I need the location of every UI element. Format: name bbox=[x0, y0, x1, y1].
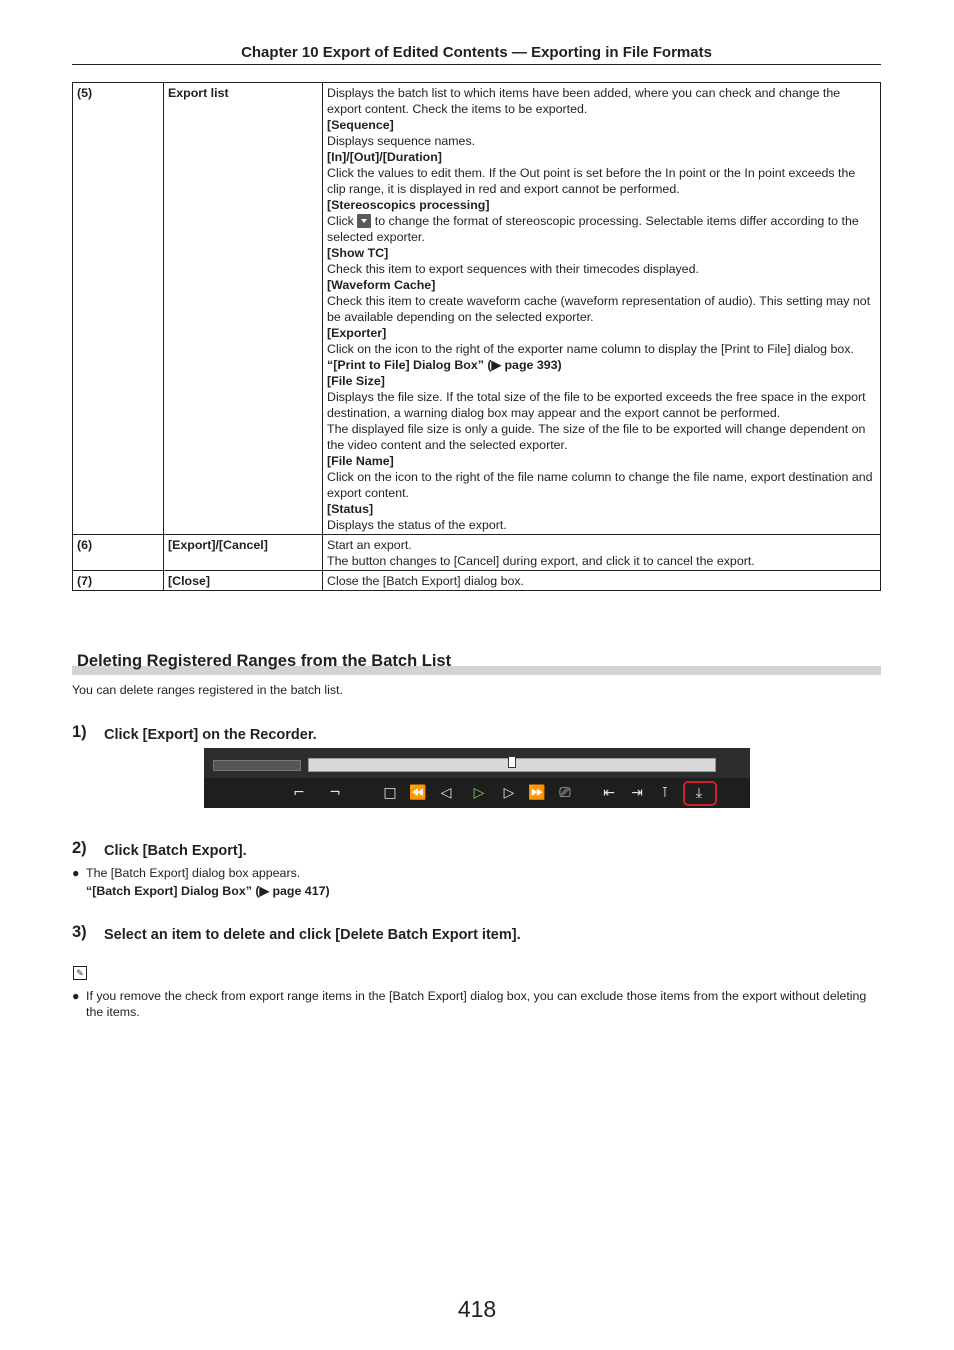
subheading-status: [Status] bbox=[327, 502, 374, 516]
row-description bbox=[323, 83, 881, 535]
subheading-sequence: [Sequence] bbox=[327, 118, 394, 132]
export-button-highlight bbox=[683, 781, 717, 806]
description-text: Click on the icon to the right of the file name column to change the file name, export destination and export content. bbox=[327, 470, 873, 500]
bullet-icon: ● bbox=[72, 866, 80, 880]
description-text: The button changes to [Cancel] during export, and click it to cancel the export. bbox=[327, 554, 755, 568]
stop-icon[interactable]: □ bbox=[383, 785, 397, 801]
recorder-controls bbox=[204, 780, 750, 808]
page-reference-link[interactable]: “[Batch Export] Dialog Box” (▶ page 417) bbox=[86, 884, 330, 898]
step-text: Select an item to delete and click [Delete Batch Export item]. bbox=[104, 927, 521, 943]
fast-forward-icon[interactable]: ⏩ bbox=[528, 785, 546, 801]
insert-icon[interactable]: ⇤ bbox=[603, 785, 615, 801]
description-text: The displayed file size is only a guide. The size of the file to be exported will change dependent on the video content and the selected exporter. bbox=[327, 422, 866, 452]
row-description bbox=[323, 535, 881, 571]
description-text: Check this item to create waveform cache (waveform representation of audio). This setting may not be available depending on the selected exporter. bbox=[327, 294, 871, 324]
bullet-icon: ● bbox=[72, 989, 80, 1003]
loop-playback-icon[interactable]: ⎚ bbox=[559, 785, 571, 801]
step-number: 3) bbox=[72, 923, 87, 941]
description-fragment: to change the format of stereoscopic processing. Selectable items differ according to the selected exporter. bbox=[327, 214, 859, 244]
table-row bbox=[73, 83, 881, 535]
page-reference-link[interactable]: “[Print to File] Dialog Box” (▶ page 393) bbox=[327, 358, 562, 372]
subheading-file-name: [File Name] bbox=[327, 454, 394, 468]
description-fragment: Click bbox=[327, 214, 354, 228]
table-row bbox=[73, 571, 881, 591]
table-row bbox=[73, 535, 881, 571]
spec-table bbox=[72, 82, 881, 591]
subheading-in-out-duration: [In]/[Out]/[Duration] bbox=[327, 150, 442, 164]
step-forward-icon[interactable]: ▷ bbox=[503, 785, 515, 801]
set-in-icon[interactable]: ⌐ bbox=[293, 785, 305, 801]
note-icon: ✎ bbox=[73, 966, 87, 980]
section-heading bbox=[72, 652, 881, 676]
description-text: Displays sequence names. bbox=[327, 134, 476, 148]
page-number: 418 bbox=[457, 1296, 497, 1322]
description-text: Displays the file size. If the total size of the file to be exported exceeds the free space in the export destination, a warning dialog box may appear and the export cannot be performed. bbox=[327, 390, 866, 420]
step-number: 1) bbox=[72, 723, 87, 741]
playhead-marker-icon[interactable] bbox=[508, 756, 516, 768]
export-icon[interactable]: ⤓ bbox=[695, 785, 703, 801]
description-text: Displays the status of the export. bbox=[327, 518, 507, 532]
subheading-stereoscopics: [Stereoscopics processing] bbox=[327, 198, 490, 212]
description-text: Close the [Batch Export] dialog box. bbox=[327, 574, 524, 588]
step-text: Click [Export] on the Recorder. bbox=[104, 727, 317, 743]
description-text bbox=[327, 213, 876, 245]
step-text: Click [Batch Export]. bbox=[104, 843, 247, 859]
section-title: Deleting Registered Ranges from the Batch List bbox=[77, 652, 452, 670]
recorder-mini-slider[interactable] bbox=[213, 760, 301, 771]
recorder-toolbar-screenshot bbox=[204, 748, 750, 808]
step-number: 2) bbox=[72, 839, 87, 857]
three-point-edit-icon[interactable]: ⊺ bbox=[661, 785, 669, 801]
play-icon[interactable]: ▷ bbox=[473, 785, 485, 801]
description-text: Displays the batch list to which items have been added, where you can check and change the export content. Check the items to be exported. bbox=[327, 86, 841, 116]
row-number: (7) bbox=[73, 571, 164, 591]
row-item-name: Export list bbox=[164, 83, 323, 535]
subheading-exporter: [Exporter] bbox=[327, 326, 387, 340]
row-item-name: [Export]/[Cancel] bbox=[164, 535, 323, 571]
chapter-header: Chapter 10 Export of Edited Contents — Exporting in File Formats bbox=[72, 44, 881, 65]
step-back-icon[interactable]: ◁ bbox=[440, 785, 452, 801]
description-text: Check this item to export sequences with their timecodes displayed. bbox=[327, 262, 699, 276]
subheading-waveform-cache: [Waveform Cache] bbox=[327, 278, 436, 292]
row-item-name: [Close] bbox=[164, 571, 323, 591]
subheading-file-size: [File Size] bbox=[327, 374, 385, 388]
rewind-icon[interactable]: ⏪ bbox=[409, 785, 427, 801]
description-text: Click on the icon to the right of the exporter name column to display the [Print to File] dialog box. bbox=[327, 342, 854, 356]
bullet-text: The [Batch Export] dialog box appears. bbox=[86, 866, 301, 880]
row-number: (5) bbox=[73, 83, 164, 535]
description-text: Start an export. bbox=[327, 538, 412, 552]
subheading-show-tc: [Show TC] bbox=[327, 246, 389, 260]
set-out-icon[interactable]: ¬ bbox=[329, 785, 341, 801]
section-intro: You can delete ranges registered in the batch list. bbox=[72, 683, 343, 697]
dropdown-arrow-icon bbox=[357, 214, 371, 228]
recorder-timeline bbox=[204, 748, 750, 778]
row-number: (6) bbox=[73, 535, 164, 571]
description-text: Click the values to edit them. If the Out point is set before the In point or the In point exceeds the clip range, it is displayed in red and export cannot be performed. bbox=[327, 166, 856, 196]
row-description bbox=[323, 571, 881, 591]
overwrite-icon[interactable]: ⇥ bbox=[631, 785, 643, 801]
bullet-text: If you remove the check from export range items in the [Batch Export] dialog box, you can exclude those items from the export without deleting the items. bbox=[86, 989, 867, 1019]
